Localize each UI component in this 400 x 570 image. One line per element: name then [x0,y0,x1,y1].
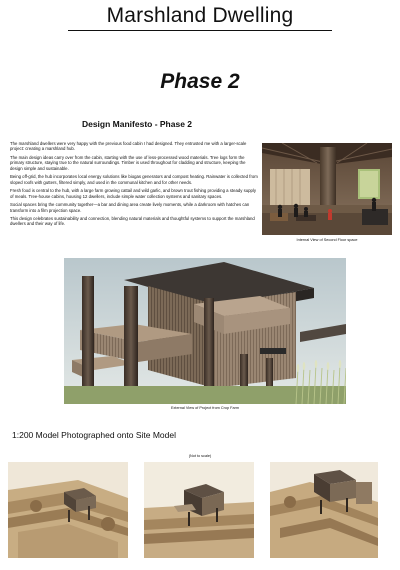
title-underline [68,30,332,31]
model-photo-1 [8,462,128,558]
page-title: Marshland Dwelling [106,4,294,27]
manifesto-paragraph: Fresh food is central to the hub, with a large farm growing cattail and wild garlic, and brown trout fishing providing a steady supply of meals. Tree-house cabins, housing 12 dwellers, include simple water collection systems and sanitary spaces. [10,188,257,199]
manifesto-paragraph: This design celebrates sustainability and connection, blending natural materials and thoughtful systems to support the marshland dwellers and their way of life. [10,215,255,227]
manifesto-paragraph: The marshland dwellers were very happy with the previous food cabin I had designed. They entrusted me with a larger-scale project: creating a marshland hub. [10,141,247,152]
manifesto-paragraph: The main design ideas carry over from the cabin, starting with the use of less-processed wood materials. Tree logs form the primary structure, staying true to the natural surroundings. Timber is used throughout for cladding and structure, keeping the design simple and sustainable. [10,154,246,171]
interior-caption: Internal View of Second Floor space [296,238,358,242]
model-photo-3 [270,462,378,558]
manifesto-heading: Design Manifesto - Phase 2 [81,119,193,129]
manifesto-paragraph: Being off-grid, the hub incorporates local energy solutions like biogas generators and compost heating. Rainwater is collected from sloped roofs with gutters, filtered simply, and used in the communal kitchen and for other needs. [10,174,258,185]
exterior-render-image [64,258,346,404]
manifesto-paragraph: Social spaces bring the community together—a bar and dining area create lively moments, while a darkroom with hatches can transform into a film projection space. [10,202,250,213]
interior-render-image [262,143,392,235]
model-heading: 1:200 Model Photographed onto Site Model [12,430,176,440]
scale-note: (Not to scale) [188,454,212,458]
phase-heading: Phase 2 [160,70,240,93]
model-photo-2 [144,462,254,558]
exterior-caption: External View of Project from Crop Farm [170,406,240,410]
manifesto-body [10,141,258,230]
